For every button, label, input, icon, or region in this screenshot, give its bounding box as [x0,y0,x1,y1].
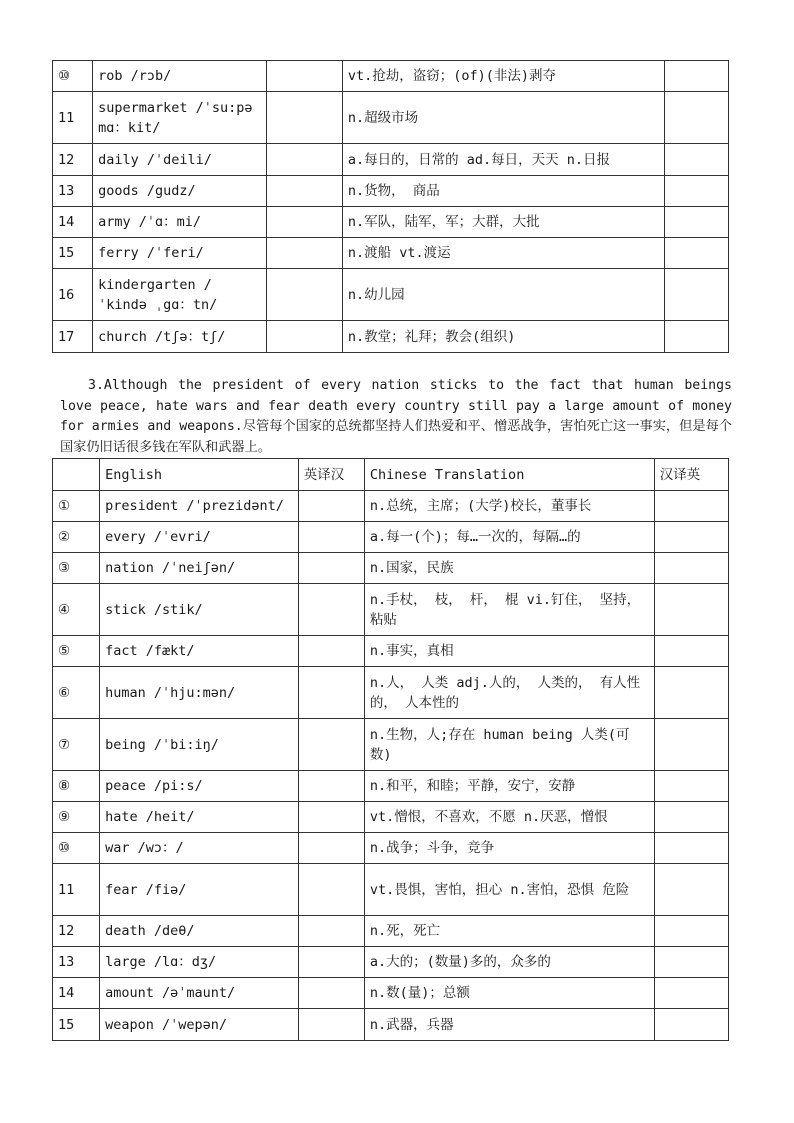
chinese-translation-cell: n.军队，陆军，军；大群，大批 [342,207,664,238]
english-to-chinese-blank-cell[interactable] [298,978,364,1009]
table-row [53,916,729,947]
english-word-cell: daily /ˈdeili/ [93,144,267,176]
english-to-chinese-blank-cell[interactable] [298,802,364,833]
english-word-cell: rob /rɔb/ [93,61,267,92]
chinese-to-english-blank-cell[interactable] [654,584,728,636]
vocabulary-table-bottom [52,458,729,1041]
row-number-cell: 15 [53,238,93,269]
table-row [53,636,729,667]
english-word-cell: weapon /ˈwepən/ [100,1009,299,1041]
chinese-translation-cell: vt.抢劫，盗窃；(of)(非法)剥夺 [342,61,664,92]
row-number-cell: ③ [53,553,100,584]
row-number-cell: ① [53,491,100,522]
example-sentence: 3.Although the president of every nation sticks to the fact that human beings love peace, hate wars and fear death every country still pay a large amount of money for armies and weapons.尽管每个国家的总统都坚持人们热爱和平、憎恶战争，害怕死亡这一事实，但是每个国家仍旧话很多钱在军队和武器上。 [60,378,732,455]
english-to-chinese-blank-cell[interactable] [266,321,342,353]
row-number-cell: 11 [53,864,100,916]
english-to-chinese-blank-cell[interactable] [298,584,364,636]
english-word-cell: every /ˈevri/ [100,522,299,553]
chinese-to-english-blank-cell[interactable] [664,92,728,144]
chinese-translation-cell: a.每日的，日常的 ad.每日，天天 n.日报 [342,144,664,176]
chinese-translation-cell: n.国家，民族 [364,553,654,584]
table-row [53,553,729,584]
chinese-translation-cell: a.每一(个)；每…一次的，每隔…的 [364,522,654,553]
chinese-translation-cell: n.事实，真相 [364,636,654,667]
chinese-to-english-blank-cell[interactable] [664,61,728,92]
chinese-to-english-blank-cell[interactable] [654,833,728,864]
row-number-cell: 15 [53,1009,100,1041]
row-number-cell: 14 [53,207,93,238]
chinese-to-english-blank-cell[interactable] [664,321,728,353]
row-number-cell: ⑧ [53,771,100,802]
chinese-to-english-blank-cell[interactable] [664,269,728,321]
row-number-cell: 12 [53,916,100,947]
row-number-cell: ② [53,522,100,553]
table-row [53,978,729,1009]
english-to-chinese-blank-cell[interactable] [298,636,364,667]
table-row [53,321,729,353]
english-word-cell: being /ˈbi:iŋ/ [100,719,299,771]
header-english-to-chinese-blank: 英译汉 [298,459,364,491]
english-word-cell: ferry /ˈferi/ [93,238,267,269]
chinese-to-english-blank-cell[interactable] [664,238,728,269]
table-row [53,771,729,802]
chinese-to-english-blank-cell[interactable] [654,947,728,978]
table-row [53,802,729,833]
table-row [53,92,729,144]
chinese-translation-cell: vt.憎恨，不喜欢，不愿 n.厌恶，憎恨 [364,802,654,833]
chinese-to-english-blank-cell[interactable] [654,522,728,553]
english-word-cell: fear /fiə/ [100,864,299,916]
chinese-to-english-blank-cell[interactable] [664,176,728,207]
chinese-to-english-blank-cell[interactable] [664,144,728,176]
english-word-cell: supermarket /ˈsu:pə mɑ：kit/ [93,92,267,144]
english-to-chinese-blank-cell[interactable] [298,491,364,522]
english-word-cell: army /ˈɑ：mi/ [93,207,267,238]
english-to-chinese-blank-cell[interactable] [266,207,342,238]
chinese-to-english-blank-cell[interactable] [654,802,728,833]
english-to-chinese-blank-cell[interactable] [298,916,364,947]
chinese-to-english-blank-cell[interactable] [654,636,728,667]
row-number-cell: ⑤ [53,636,100,667]
table-row [53,238,729,269]
chinese-translation-cell: n.生物，人;存在 human being 人类(可数) [364,719,654,771]
table-row [53,61,729,92]
english-word-cell: president /ˈprezidənt/ [100,491,299,522]
chinese-translation-cell: n.和平，和睦；平静，安宁，安静 [364,771,654,802]
header-chinese-to-english-blank: 汉译英 [654,459,728,491]
row-number-cell: 13 [53,176,93,207]
english-to-chinese-blank-cell[interactable] [298,553,364,584]
english-word-cell: church /tʃə：tʃ/ [93,321,267,353]
english-word-cell: death /deθ/ [100,916,299,947]
vocabulary-table-bottom-body [53,459,729,1041]
english-word-cell: large /lɑ：dʒ/ [100,947,299,978]
chinese-translation-cell: n.手杖， 枝， 杆， 棍 vi.钉住， 坚持，粘贴 [364,584,654,636]
table-header-row [53,459,729,491]
english-word-cell: nation /ˈneiʃən/ [100,553,299,584]
english-to-chinese-blank-cell[interactable] [266,238,342,269]
english-to-chinese-blank-cell[interactable] [266,269,342,321]
row-number-cell: ④ [53,584,100,636]
vocabulary-table-top-body [53,61,729,353]
english-to-chinese-blank-cell[interactable] [266,92,342,144]
table-row [53,269,729,321]
chinese-to-english-blank-cell[interactable] [664,207,728,238]
chinese-to-english-blank-cell[interactable] [654,771,728,802]
english-to-chinese-blank-cell[interactable] [298,771,364,802]
header-row-number [53,459,100,491]
chinese-translation-cell: n.武器，兵器 [364,1009,654,1041]
english-to-chinese-blank-cell[interactable] [298,833,364,864]
table-row [53,207,729,238]
row-number-cell: 11 [53,92,93,144]
chinese-translation-cell: n.超级市场 [342,92,664,144]
row-number-cell: ⑩ [53,61,93,92]
row-number-cell: 12 [53,144,93,176]
table-row [53,864,729,916]
chinese-translation-cell: n.货物， 商品 [342,176,664,207]
chinese-translation-cell: n.战争；斗争，竞争 [364,833,654,864]
table-row [53,667,729,719]
english-to-chinese-blank-cell[interactable] [266,144,342,176]
chinese-translation-cell: n.渡船 vt.渡运 [342,238,664,269]
english-word-cell: stick /stik/ [100,584,299,636]
row-number-cell: 13 [53,947,100,978]
chinese-translation-cell: n.死，死亡 [364,916,654,947]
row-number-cell: 14 [53,978,100,1009]
table-row [53,833,729,864]
english-to-chinese-blank-cell[interactable] [298,1009,364,1041]
chinese-to-english-blank-cell[interactable] [654,864,728,916]
chinese-to-english-blank-cell[interactable] [654,978,728,1009]
chinese-to-english-blank-cell[interactable] [654,491,728,522]
vocabulary-table-top [52,60,729,353]
english-to-chinese-blank-cell[interactable] [298,864,364,916]
table-row [53,947,729,978]
row-number-cell: 17 [53,321,93,353]
english-word-cell: peace /pi:s/ [100,771,299,802]
table-row [53,584,729,636]
chinese-to-english-blank-cell[interactable] [654,667,728,719]
english-to-chinese-blank-cell[interactable] [298,719,364,771]
table-row [53,1009,729,1041]
row-number-cell: 16 [53,269,93,321]
english-to-chinese-blank-cell[interactable] [266,176,342,207]
row-number-cell: ⑩ [53,833,100,864]
header-english-word: English [100,459,299,491]
table-row [53,176,729,207]
english-word-cell: kindergarten /ˈkində ˌgɑ：tn/ [93,269,267,321]
english-to-chinese-blank-cell[interactable] [298,522,364,553]
header-chinese-translation: Chinese Translation [364,459,654,491]
english-word-cell: war /wɔ：/ [100,833,299,864]
row-number-cell: ⑨ [53,802,100,833]
chinese-translation-cell: a.大的；(数量)多的，众多的 [364,947,654,978]
chinese-translation-cell: n.教堂；礼拜；教会(组织) [342,321,664,353]
chinese-to-english-blank-cell[interactable] [654,916,728,947]
english-word-cell: fact /fækt/ [100,636,299,667]
chinese-to-english-blank-cell[interactable] [654,1009,728,1041]
chinese-translation-cell: vt.畏惧，害怕，担心 n.害怕，恐惧 危险 [364,864,654,916]
table-row [53,491,729,522]
english-word-cell: human /ˈhju:mən/ [100,667,299,719]
table-row [53,144,729,176]
english-to-chinese-blank-cell[interactable] [298,947,364,978]
table-row [53,719,729,771]
chinese-to-english-blank-cell[interactable] [654,553,728,584]
chinese-translation-cell: n.人， 人类 adj.人的， 人类的， 有人性的， 人本性的 [364,667,654,719]
english-word-cell: amount /əˈmaunt/ [100,978,299,1009]
chinese-to-english-blank-cell[interactable] [654,719,728,771]
row-number-cell: ⑦ [53,719,100,771]
english-word-cell: goods /gudz/ [93,176,267,207]
english-to-chinese-blank-cell[interactable] [298,667,364,719]
row-number-cell: ⑥ [53,667,100,719]
table-row [53,522,729,553]
chinese-translation-cell: n.幼儿园 [342,269,664,321]
english-to-chinese-blank-cell[interactable] [266,61,342,92]
chinese-translation-cell: n.数(量)；总额 [364,978,654,1009]
chinese-translation-cell: n.总统，主席；(大学)校长，董事长 [364,491,654,522]
english-word-cell: hate /heit/ [100,802,299,833]
